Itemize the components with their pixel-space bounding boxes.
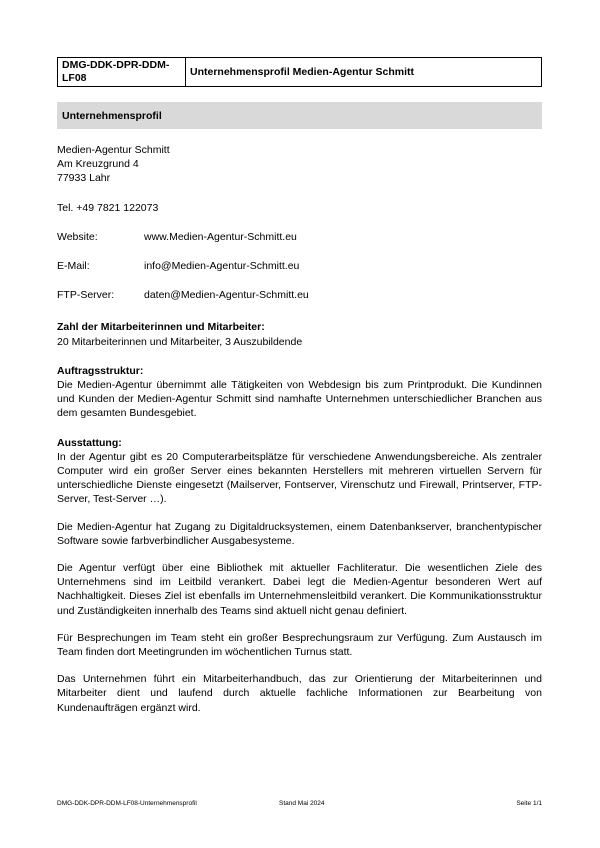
footer-filename: DMG-DDK-DPR-DDM-LF08-Unternehmensprofil <box>57 800 197 807</box>
section-heading: Unternehmensprofil <box>57 102 542 129</box>
contact-website <box>57 230 542 244</box>
document-body <box>57 143 542 715</box>
contact-ftp <box>57 288 542 302</box>
company-name: Medien-Agentur Schmitt <box>57 144 170 156</box>
equipment-paragraph: In der Agentur gibt es 20 Computerarbeitsplätze für verschiedene Anwendungsbereiche. Als zentraler Computer wird ein großer Server eines bekannten Herstellers mit mehreren virtuellen Servern für unterschiedliche Dienste eingesetzt (Mailserver, Fontserver, Virenschutz und Firewall, Printserver, FTP-Server, Test-Server …). <box>57 450 542 506</box>
equipment-paragraph: Die Medien-Agentur hat Zugang zu Digitaldrucksystemen, einem Datenbankserver, branchentypischer Software sowie farbverbindlicher Ausgabesysteme. <box>57 520 542 547</box>
telephone: Tel. +49 7821 122073 <box>57 201 159 214</box>
employees-heading: Zahl der Mitarbeiterinnen und Mitarbeiter: <box>57 321 265 334</box>
header-table <box>57 57 542 87</box>
document-id: DMG-DDK-DPR-DDM-LF08 <box>58 58 186 86</box>
equipment-heading: Ausstattung: <box>57 436 122 449</box>
orders-heading: Auftragsstruktur: <box>57 364 144 377</box>
website-link[interactable]: www.Medien-Agentur-Schmitt.eu <box>144 230 297 243</box>
footer-page-number: Seite 1/1 <box>516 800 542 807</box>
page-footer <box>57 800 542 812</box>
city-address: 77933 Lahr <box>57 172 111 185</box>
equipment-paragraph: Die Agentur verfügt über eine Bibliothek mit aktueller Fachliteratur. Die wesentlichen Ziele des Unternehmens sind im Leitbild verankert. Dabei legt die Medien-Agentur besonderen Wert auf Nachhaltigkeit. Dieses Ziel ist ebenfalls im Unternehmensleitbild verankert. Die Kommunikationsstruktur und Zuständigkeiten innerhalb des Teams sind aktuell nicht genau definiert. <box>57 562 542 617</box>
contact-label: E-Mail: <box>57 260 90 273</box>
ftp-link[interactable]: daten@Medien-Agentur-Schmitt.eu <box>144 289 309 302</box>
contact-label: Website: <box>57 230 98 243</box>
document-title: Unternehmensprofil Medien-Agentur Schmitt <box>190 66 415 78</box>
employees-text: 20 Mitarbeiterinnen und Mitarbeiter, 3 Auszubildende <box>57 335 303 348</box>
street-address: Am Kreuzgrund 4 <box>57 158 139 171</box>
orders-text: Die Medien-Agentur übernimmt alle Tätigkeiten von Webdesign bis zum Printprodukt. Die Kundinnen und Kunden der Medien-Agentur Schmitt sind namhafte Unternehmen unterschiedlicher Branchen aus dem gesamten Bundesgebiet. <box>57 379 542 420</box>
email-link[interactable]: info@Medien-Agentur-Schmitt.eu <box>144 260 300 273</box>
equipment-paragraph: Das Unternehmen führt ein Mitarbeiterhandbuch, das zur Orientierung der Mitarbeiterinnen und Mitarbeiter dient und laufend durch aktuelle fachliche Informationen zur Bearbeitung von Kundenaufträgen ergänzt wird. <box>57 673 542 714</box>
equipment-paragraph: Für Besprechungen im Team steht ein großer Besprechungsraum zur Verfügung. Zum Austausch im Team finden dort Meetingrunden im wöchentlichen Turnus statt. <box>57 631 542 659</box>
footer-date: Stand Mai 2024 <box>279 800 325 807</box>
contact-label: FTP-Server: <box>57 289 115 302</box>
contact-email <box>57 259 542 273</box>
